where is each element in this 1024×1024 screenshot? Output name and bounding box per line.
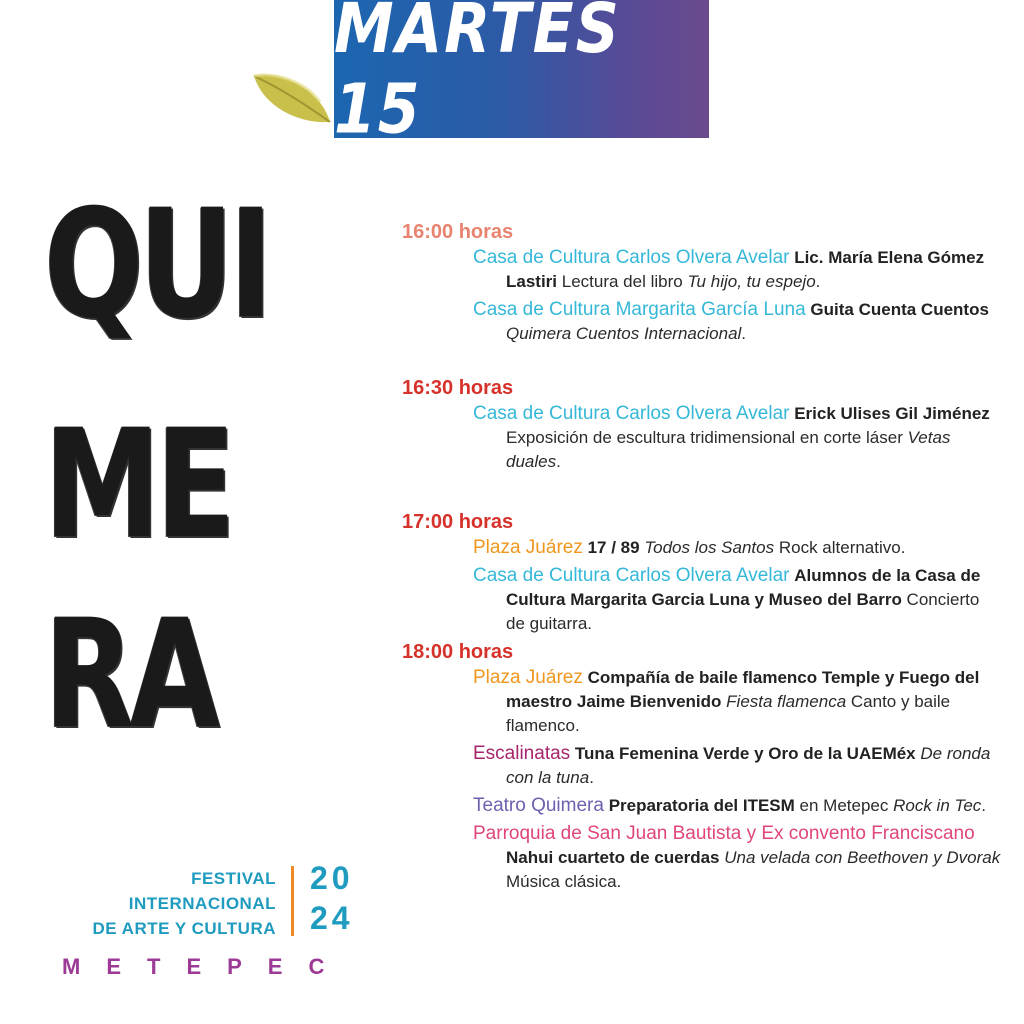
event-description: Rock alternativo.	[774, 538, 906, 557]
event-title: De ronda con la tuna	[506, 744, 991, 787]
event-performer: Guita Cuenta Cuentos	[810, 300, 989, 319]
time-block	[402, 220, 1002, 346]
event-performer: 17 / 89	[587, 538, 640, 557]
event-description: Exposición de escultura tridimensional en corte láser	[506, 428, 908, 447]
year-line-1: 20	[310, 860, 354, 896]
time-block	[402, 510, 1002, 636]
event-venue: Plaza Juárez	[473, 667, 583, 688]
logo-line-3: RA	[44, 588, 216, 762]
festival-divider	[291, 866, 294, 936]
date-banner	[334, 0, 709, 150]
event-title: Tu hijo, tu espejo	[687, 272, 816, 291]
logo-line-2: ME	[44, 398, 231, 572]
time-label: 17:00 horas	[402, 511, 514, 533]
event-description: .	[589, 768, 594, 787]
event-performer: Erick Ulises Gil Jiménez	[794, 404, 990, 423]
event-description: Canto y baile flamenco.	[506, 692, 951, 735]
event-item	[473, 822, 1002, 894]
event-item	[473, 402, 1002, 474]
event-description: Lectura del libro	[557, 272, 688, 291]
event-venue: Escalinatas	[473, 743, 571, 764]
event-description: .	[981, 796, 987, 815]
year-line-2: 24	[310, 900, 354, 936]
event-description: Música clásica.	[506, 872, 622, 891]
logo-line-1: QUI	[44, 178, 268, 352]
festival-year	[310, 858, 354, 938]
event-description: .	[556, 452, 561, 471]
event-venue: Casa de Cultura Carlos Olvera Avelar	[473, 247, 790, 268]
event-description: Concierto de guitarra.	[506, 590, 980, 633]
leaf-icon	[250, 68, 334, 128]
festival-line-1: FESTIVAL	[191, 869, 276, 888]
date-title: MARTES 15	[334, 0, 621, 150]
event-venue: Teatro Quimera	[473, 795, 604, 816]
event-item	[473, 794, 1002, 818]
festival-line-2: INTERNACIONAL	[128, 894, 276, 913]
quimera-logo	[44, 178, 268, 762]
event-venue: Casa de Cultura Carlos Olvera Avelar	[473, 403, 790, 424]
time-block	[402, 640, 1002, 894]
event-title: Todos los Santos	[644, 538, 775, 557]
event-venue: Casa de Cultura Carlos Olvera Avelar	[473, 565, 790, 586]
event-venue: Parroquia de San Juan Bautista y Ex convento Franciscano	[473, 823, 975, 844]
event-title: Una velada con Beethoven y Dvorak	[724, 848, 1001, 867]
event-performer: Preparatoria del ITESM	[608, 796, 795, 815]
time-label: 18:00 horas	[402, 641, 514, 663]
festival-name	[60, 866, 276, 941]
event-item	[473, 742, 1002, 790]
event-description: .	[741, 324, 747, 343]
event-item	[473, 536, 1002, 560]
event-item	[473, 666, 1002, 738]
event-title: Quimera Cuentos Internacional	[506, 324, 742, 343]
event-performer: Alumnos de la Casa de Cultura Margarita Garcia Luna y Museo del Barro	[506, 566, 981, 609]
event-description: .	[815, 272, 821, 291]
festival-line-3: DE ARTE Y CULTURA	[92, 919, 276, 938]
event-title: Vetas duales	[506, 428, 951, 471]
event-item	[473, 246, 1002, 294]
event-title: Rock in Tec	[893, 796, 982, 815]
city-name: METEPEC	[62, 954, 351, 979]
event-item	[473, 298, 1002, 346]
time-block	[402, 376, 1002, 474]
event-description: en Metepec	[794, 796, 894, 815]
event-performer: Compañía de baile flamenco Temple y Fuego del maestro Jaime Bienvenido	[506, 668, 980, 711]
time-label: 16:30 horas	[402, 377, 514, 399]
event-performer: Nahui cuarteto de cuerdas	[506, 848, 720, 867]
event-venue: Plaza Juárez	[473, 537, 583, 558]
event-item	[473, 564, 1002, 636]
time-label: 16:00 horas	[402, 221, 514, 243]
event-venue: Casa de Cultura Margarita García Luna	[473, 299, 806, 320]
event-performer: Lic. María Elena Gómez Lastiri	[506, 248, 985, 291]
event-schedule	[402, 220, 1002, 898]
event-title: Fiesta flamenca	[726, 692, 847, 711]
event-performer: Tuna Femenina Verde y Oro de la UAEMéx	[574, 744, 916, 763]
